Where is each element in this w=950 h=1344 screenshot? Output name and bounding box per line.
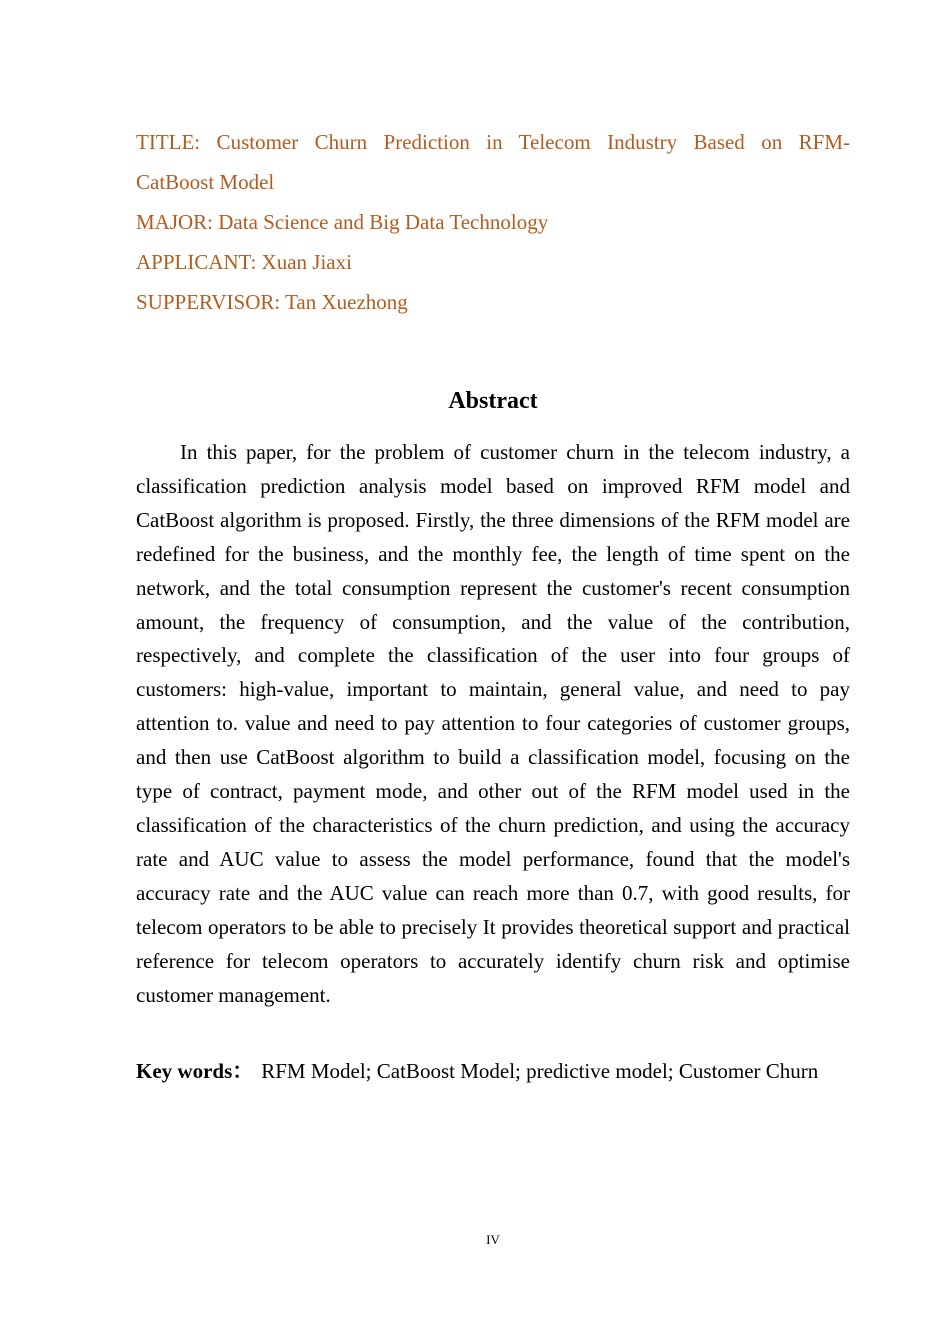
- keywords-line: [136, 1054, 850, 1088]
- abstract-heading: Abstract: [448, 388, 538, 414]
- major-line: MAJOR: Data Science and Big Data Technology: [136, 210, 549, 234]
- page-number: IV: [486, 1232, 500, 1247]
- applicant-line: APPLICANT: Xuan Jiaxi: [136, 250, 352, 274]
- supervisor-line: SUPPERVISOR: Tan Xuezhong: [136, 290, 408, 314]
- title-line-2: CatBoost Model: [136, 170, 275, 194]
- keywords-value: RFM Model; CatBoost Model; predictive model; Customer Churn: [261, 1059, 819, 1083]
- title-line-1: TITLE: Customer Churn Prediction in Telecom Industry Based on RFM-: [136, 130, 850, 154]
- thesis-metadata: [136, 122, 850, 322]
- abstract-body: In this paper, for the problem of customer churn in the telecom industry, a classification prediction analysis model based on improved RFM model and CatBoost algorithm is proposed. Firstly, the three dimensions of the RFM model are redefined for the business, and the monthly fee, the length of time spent on the network, and the total consumption represent the customer's recent consumption amount, the frequency of consumption, and the value of the contribution, respectively, and complete the classification of the user into four groups of customers: high-value, important to maintain, general value, and need to pay attention to. value and need to pay attention to four categories of customer groups, and then use CatBoost algorithm to build a classification model, focusing on the type of contract, payment mode, and other out of the RFM model used in the classification of the characteristics of the churn prediction, and using the accuracy rate and AUC value to assess the model performance, found that the model's accuracy rate and the AUC value can reach more than 0.7, with good results, for telecom operators to be able to precisely It provides theoretical support and practical reference for telecom operators to accurately identify churn risk and optimise customer management.: [136, 440, 850, 1007]
- keywords-label: Key words：: [136, 1059, 254, 1083]
